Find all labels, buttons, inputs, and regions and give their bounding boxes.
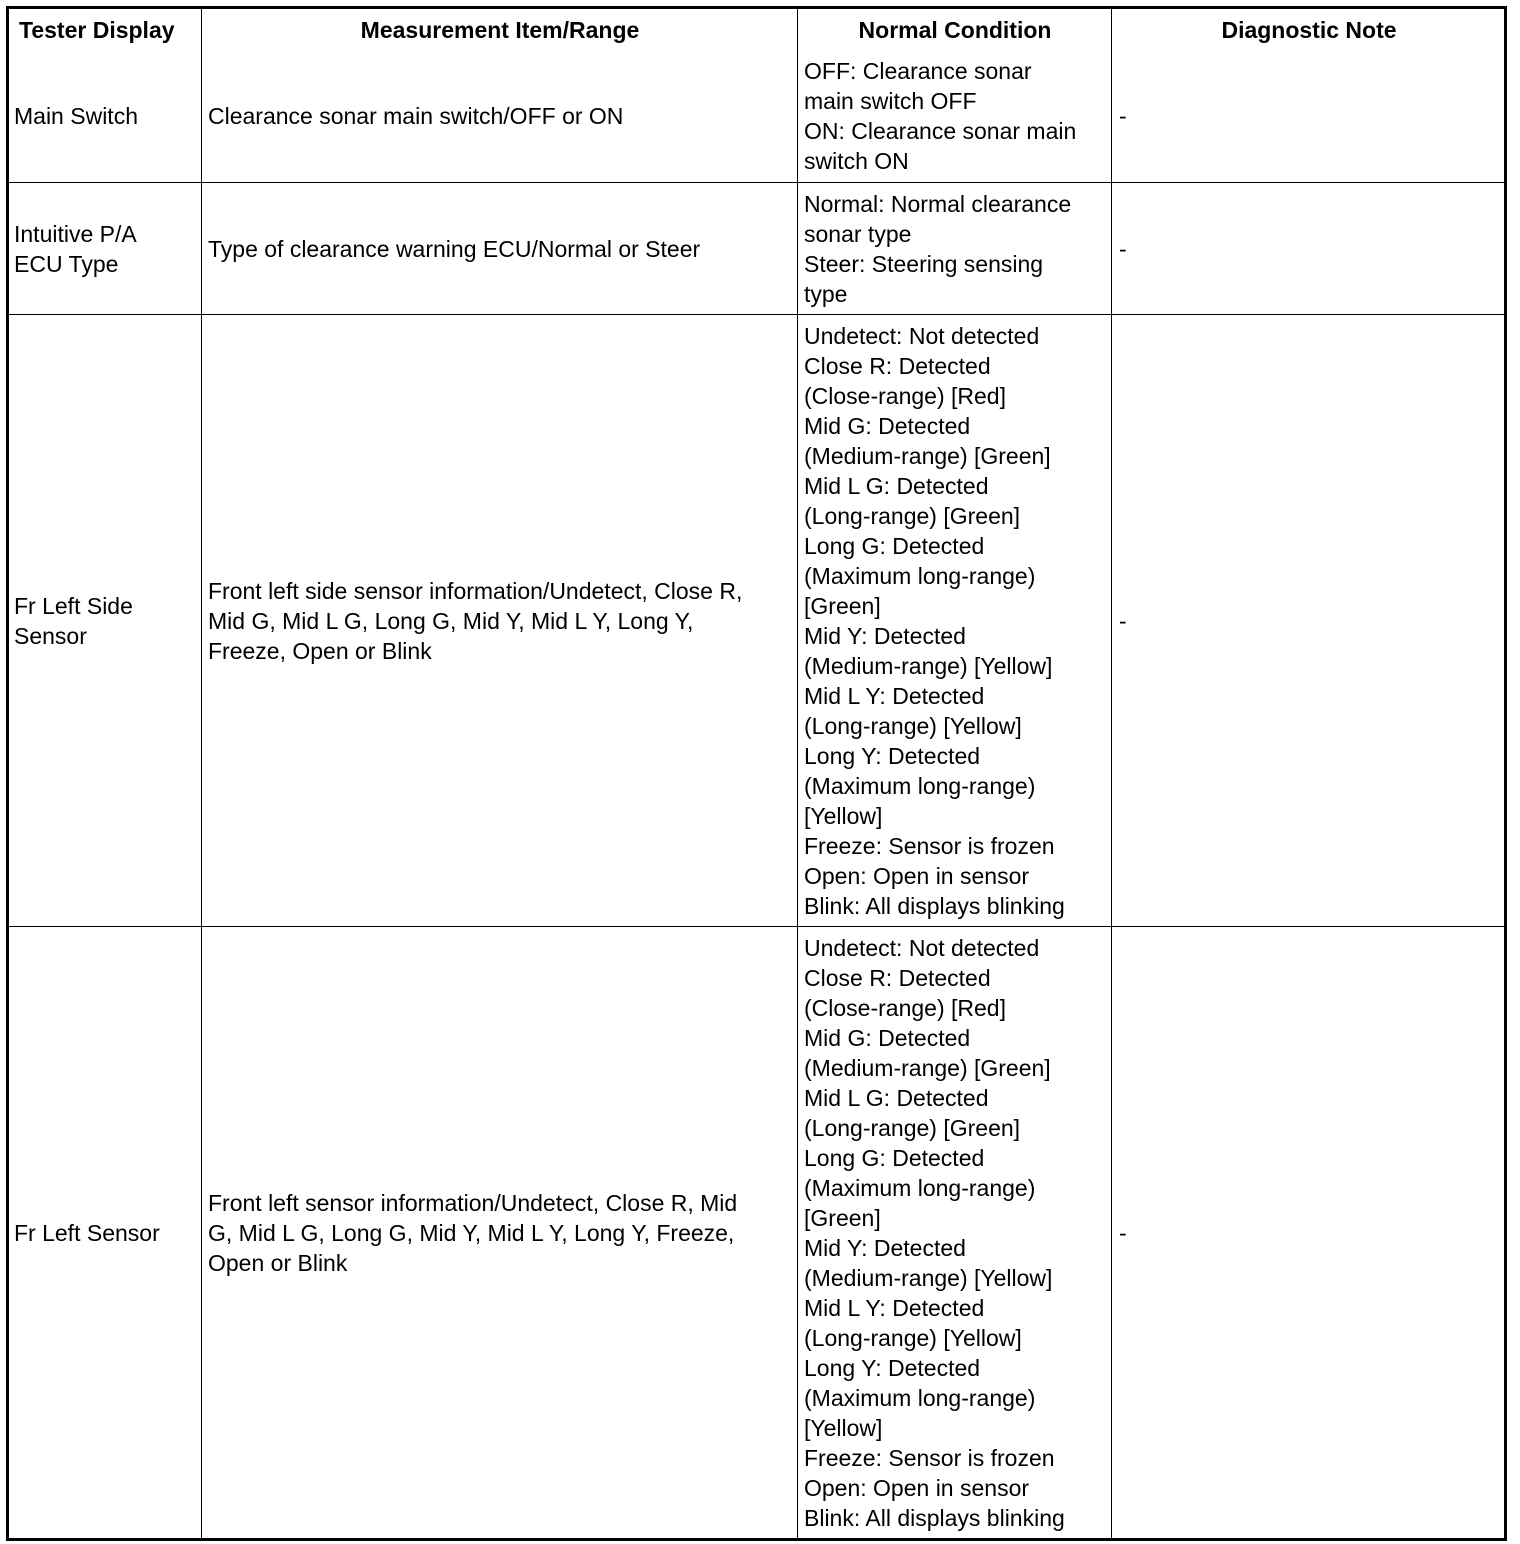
cell-text-line: [Green] bbox=[804, 592, 881, 619]
cell-text-line: Mid Y: Detected bbox=[804, 1234, 966, 1261]
cell-text-line: (Medium-range) [Yellow] bbox=[804, 652, 1053, 679]
cell-text-line: Mid L G: Detected bbox=[804, 1084, 989, 1111]
cell-text-line: Fr Left Side bbox=[14, 592, 133, 619]
diagnostic-note-cell: - bbox=[1111, 927, 1504, 1538]
cell-text-line: Steer: Steering sensing bbox=[804, 250, 1044, 277]
cell-text-line: ON: Clearance sonar main bbox=[804, 118, 1077, 144]
cell-text-line: Mid G, Mid L G, Long G, Mid Y, Mid L Y, Long Y, bbox=[208, 607, 694, 634]
cell-text-line: Mid L Y: Detected bbox=[804, 682, 985, 709]
diagnostic-note-cell: - bbox=[1111, 50, 1504, 182]
header-normal-condition: Normal Condition bbox=[797, 9, 1111, 50]
cell-text-line: Long G: Detected bbox=[804, 1144, 985, 1171]
measurement-item-cell bbox=[201, 183, 797, 314]
table-row bbox=[9, 926, 1504, 1538]
cell-text-line: Front left sensor information/Undetect, Close R, Mid bbox=[208, 1189, 738, 1216]
cell-text-line: Freeze, Open or Blink bbox=[208, 637, 432, 664]
header-diagnostic-note: Diagnostic Note bbox=[1111, 9, 1504, 50]
cell-text-line: (Long-range) [Yellow] bbox=[804, 1324, 1022, 1351]
cell-text-line: [Yellow] bbox=[804, 1414, 883, 1441]
table-header-row bbox=[9, 9, 1504, 50]
measurement-item-cell bbox=[201, 927, 797, 1538]
cell-text-line: (Medium-range) [Green] bbox=[804, 1054, 1051, 1081]
cell-text-line: (Long-range) [Green] bbox=[804, 1114, 1021, 1141]
tester-display-cell bbox=[9, 183, 201, 314]
cell-text-line: (Maximum long-range) bbox=[804, 562, 1036, 589]
cell-text-line: Type of clearance warning ECU/Normal or Steer bbox=[208, 235, 701, 262]
cell-text-line: Long Y: Detected bbox=[804, 1354, 981, 1381]
cell-text-line: (Medium-range) [Yellow] bbox=[804, 1264, 1053, 1291]
measurement-item-cell bbox=[201, 315, 797, 926]
table-row bbox=[9, 182, 1504, 314]
tester-display-cell bbox=[9, 315, 201, 926]
cell-text-line: G, Mid L G, Long G, Mid Y, Mid L Y, Long Y, Freeze, bbox=[208, 1219, 735, 1246]
cell-text-line: Mid G: Detected bbox=[804, 412, 971, 439]
cell-text-line: [Yellow] bbox=[804, 802, 883, 829]
tester-display-cell bbox=[9, 927, 201, 1538]
header-tester-display: Tester Display bbox=[19, 16, 175, 43]
table-row bbox=[9, 50, 1504, 182]
cell-text-line: Open or Blink bbox=[208, 1249, 348, 1276]
cell-text-line: Close R: Detected bbox=[804, 964, 991, 991]
cell-text-line: Open: Open in sensor bbox=[804, 1474, 1030, 1501]
cell-text-line: Blink: All displays blinking bbox=[804, 892, 1065, 919]
cell-text-line: (Long-range) [Green] bbox=[804, 502, 1021, 529]
cell-text-line: main switch OFF bbox=[804, 88, 977, 114]
cell-text-line: sonar type bbox=[804, 220, 912, 247]
cell-text-line: Normal: Normal clearance bbox=[804, 190, 1072, 217]
normal-condition-cell bbox=[797, 183, 1111, 314]
cell-text-line: Mid L Y: Detected bbox=[804, 1294, 985, 1321]
cell-text-line: Front left side sensor information/Undetect, Close R, bbox=[208, 577, 743, 604]
cell-text-line: Blink: All displays blinking bbox=[804, 1504, 1065, 1531]
cell-text-line: Long Y: Detected bbox=[804, 742, 981, 769]
cell-text-line: Fr Left Sensor bbox=[14, 1219, 160, 1246]
diagnostic-note-cell: - bbox=[1111, 183, 1504, 314]
cell-text-line: (Maximum long-range) bbox=[804, 1174, 1036, 1201]
cell-text-line: Freeze: Sensor is frozen bbox=[804, 1444, 1055, 1471]
cell-text-line: (Maximum long-range) bbox=[804, 772, 1036, 799]
cell-text-line: Open: Open in sensor bbox=[804, 862, 1030, 889]
cell-text-line: Undetect: Not detected bbox=[804, 934, 1040, 961]
cell-text-line: Long G: Detected bbox=[804, 532, 985, 559]
diagnostic-note-cell: - bbox=[1111, 315, 1504, 926]
normal-condition-cell bbox=[797, 927, 1111, 1538]
cell-text-line: Sensor bbox=[14, 622, 87, 649]
header-measurement-item: Measurement Item/Range bbox=[201, 9, 797, 50]
cell-text-line: (Close-range) [Red] bbox=[804, 382, 1006, 409]
cell-text-line: Close R: Detected bbox=[804, 352, 991, 379]
cell-text-line: OFF: Clearance sonar bbox=[804, 58, 1032, 84]
cell-text-line: Main Switch bbox=[14, 103, 138, 129]
cell-text-line: type bbox=[804, 280, 848, 307]
cell-text-line: Intuitive P/A bbox=[14, 220, 137, 247]
cell-text-line: (Long-range) [Yellow] bbox=[804, 712, 1022, 739]
cell-text-line: Mid L G: Detected bbox=[804, 472, 989, 499]
cell-text-line: Undetect: Not detected bbox=[804, 322, 1040, 349]
cell-text-line: Mid Y: Detected bbox=[804, 622, 966, 649]
cell-text-line: ECU Type bbox=[14, 250, 119, 277]
cell-text-line: (Medium-range) [Green] bbox=[804, 442, 1051, 469]
tester-display-cell bbox=[9, 50, 201, 182]
data-list-table bbox=[6, 6, 1507, 1541]
cell-text-line: Mid G: Detected bbox=[804, 1024, 971, 1051]
normal-condition-cell bbox=[797, 315, 1111, 926]
cell-text-line: (Maximum long-range) bbox=[804, 1384, 1036, 1411]
cell-text-line: Clearance sonar main switch/OFF or ON bbox=[208, 103, 624, 129]
normal-condition-cell bbox=[797, 50, 1111, 182]
cell-text-line: (Close-range) [Red] bbox=[804, 994, 1006, 1021]
measurement-item-cell bbox=[201, 50, 797, 182]
table-row bbox=[9, 314, 1504, 926]
cell-text-line: Freeze: Sensor is frozen bbox=[804, 832, 1055, 859]
cell-text-line: [Green] bbox=[804, 1204, 881, 1231]
cell-text-line: switch ON bbox=[804, 148, 909, 174]
